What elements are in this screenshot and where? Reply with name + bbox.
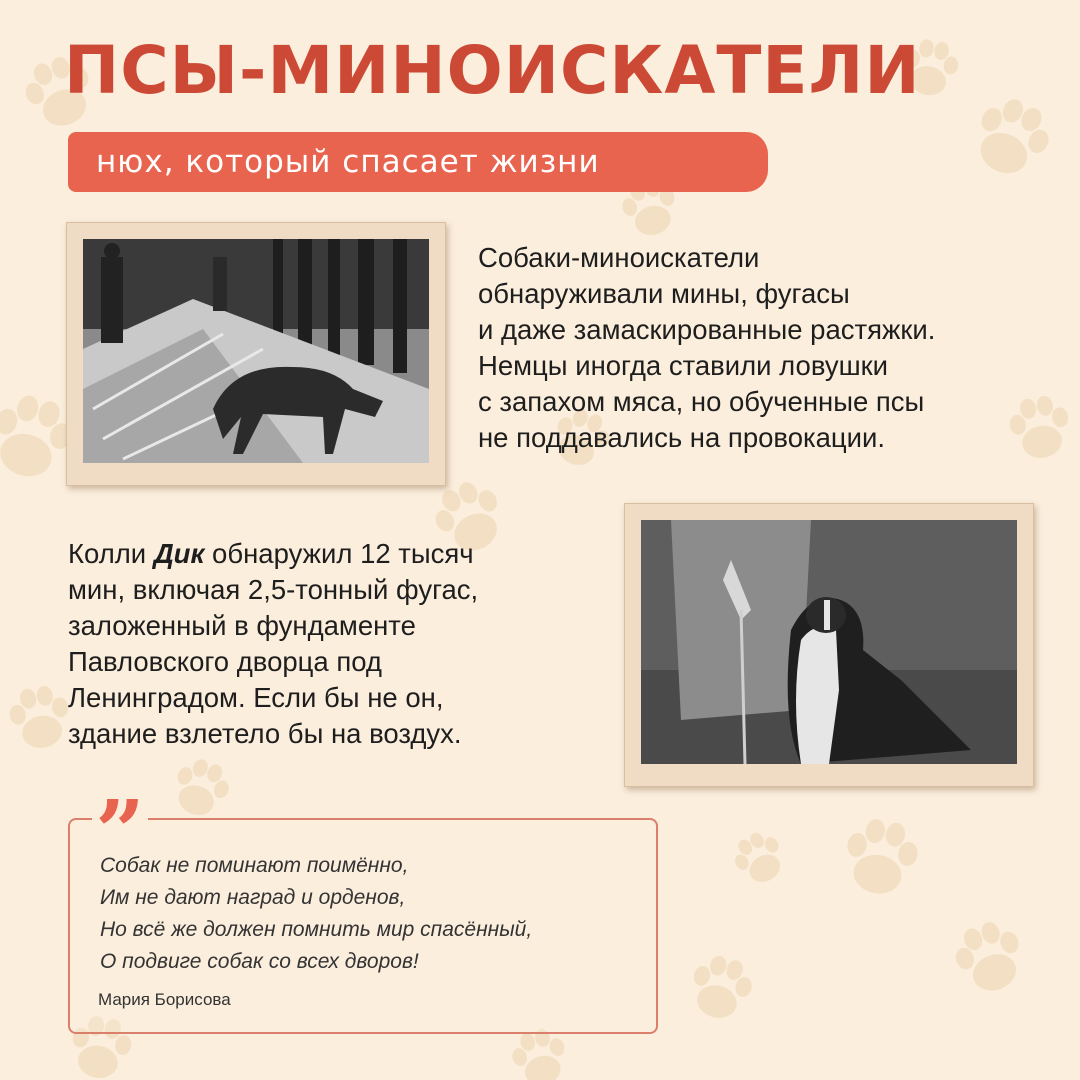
photo-collie-dik — [624, 503, 1034, 787]
subtitle-text: нюх, который спасает жизни — [96, 144, 600, 180]
section1-paragraph: Собаки-миноискатели обнаруживали мины, фугасы и даже замаскированные растяжки. Немцы иногда ставили ловушки с запахом мяса, но обученные псы не поддавались на провокации. — [478, 242, 936, 453]
photo-collie-dik-image — [641, 520, 1017, 764]
section2-paragraph — [68, 536, 588, 752]
quote-mark-icon: ” — [92, 788, 148, 850]
quote-line: О подвиге собак со всех дворов! — [100, 950, 419, 973]
photo-dog-on-street — [66, 222, 446, 486]
quote-line: Но всё же должен помнить мир спасённый, — [100, 918, 533, 941]
quote-line: Им не дают наград и орденов, — [100, 886, 406, 909]
quote-author: Мария Борисова — [98, 990, 231, 1009]
section2-text: обнаружил 12 тысяч мин, включая 2,5-тонный фугас, заложенный в фундаменте Павловского дворца под Ленинградом. Если бы не он, здание взлетело бы на воздух. — [68, 538, 479, 749]
subtitle-banner — [68, 132, 768, 192]
page-title: ПСЫ-МИНОИСКАТЕЛИ — [64, 32, 921, 109]
section2-lead: Колли — [68, 538, 154, 569]
photo-dog-on-street-image — [83, 239, 429, 463]
quote-line: Собак не поминают поимённо, — [100, 854, 409, 877]
quote-poem — [100, 850, 532, 978]
dog-name-dik: Дик — [153, 538, 205, 569]
